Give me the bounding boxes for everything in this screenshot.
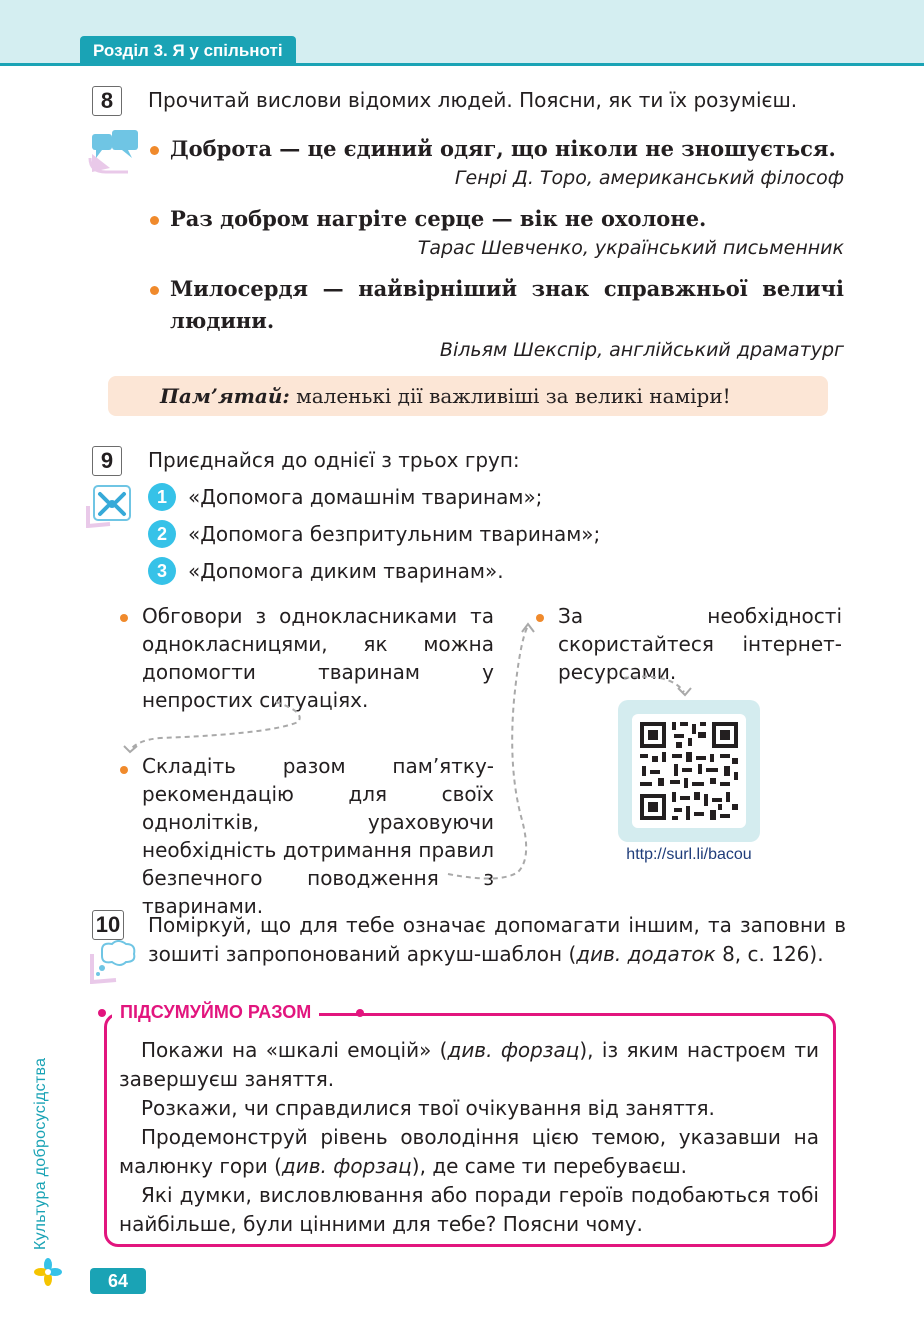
summary-text: ), із яким настроєм ти завершуєш заняття. (119, 1038, 819, 1091)
thought-bubble-icon (88, 940, 138, 984)
quote-author: Вільям Шекспір, англійський драматург (439, 339, 844, 361)
summary-italic: див. форзац (447, 1038, 580, 1062)
qr-frame (632, 714, 746, 828)
step-compose: Складіть разом пам’ятку-рекомендацію для своїх однолітків, ураховуючи необхідність дотримання правил безпечного поводження з тваринами. (142, 754, 494, 918)
qr-code-icon[interactable] (632, 714, 746, 828)
task-number-8: 8 (92, 86, 122, 116)
section-title: Розділ 3. Я у спільноті (80, 36, 296, 66)
task8-prompt: Прочитай вислови відомих людей. Поясни, як ти їх розумієш. (148, 88, 798, 112)
summary-italic: див. форзац (281, 1154, 412, 1178)
summary-paragraph: Які думки, висловлювання або поради героїв подобаються тобі найбільше, були цінними для тебе? Поясни чому. (119, 1183, 819, 1236)
quote-text: Раз добром нагріте серце — вік не охолоне. (148, 203, 844, 235)
quote-author: Генрі Д. Торо, американський філософ (454, 167, 844, 189)
quote-text: Доброта — це єдиний одяг, що ніколи не зношується. (148, 133, 844, 165)
summary-dot-right (356, 1009, 364, 1017)
group-label: «Допомога домашнім тваринам»; (188, 485, 543, 509)
group-number: 2 (148, 520, 176, 548)
page-number: 64 (90, 1268, 146, 1294)
task10-prompt-part1: Поміркуй, що для тебе означає допомагати іншим, та заповни в зошиті запропонований аркуш-шаблон ( (148, 913, 846, 966)
summary-body (119, 1036, 819, 1239)
summary-dot-left (98, 1009, 106, 1017)
summary-text: Покажи на «шкалі емоцій» ( (141, 1038, 448, 1062)
summary-paragraph (119, 1123, 819, 1181)
quote-author: Тарас Шевченко, український письменник (417, 237, 844, 259)
summary-text: Продемонструй рівень оволодіння цією темою, указавши на малюнку гори ( (119, 1125, 819, 1178)
group-number: 1 (148, 483, 176, 511)
remember-lead: Пам’ятай: (160, 384, 290, 408)
summary-paragraph (119, 1036, 819, 1094)
remember-text: маленькі дії важливіші за великі наміри! (289, 384, 731, 408)
quote-text: Милосердя — найвірніший знак справжньої величі людини. (148, 273, 844, 337)
task-number-10: 10 (92, 910, 124, 940)
qr-card (618, 700, 760, 842)
summary-text: ), де саме ти перебуваєш. (411, 1154, 688, 1178)
task10-prompt-part2: 8, с. 126). (715, 942, 824, 966)
task10-prompt-italic: див. додаток (576, 942, 716, 966)
step-internet: За необхідності скористайтеся інтернет-ресурсами. (558, 604, 842, 684)
task-number-9: 9 (92, 446, 122, 476)
task10-prompt (148, 911, 846, 969)
summary-title: ПІДСУМУЙМО РАЗОМ (112, 998, 319, 1026)
group-label: «Допомога безпритульним тваринам»; (188, 522, 601, 546)
group-label: «Допомога диким тваринам». (188, 559, 504, 583)
group-number: 3 (148, 557, 176, 585)
side-chapter-label: Культура добросусідства (32, 1057, 49, 1250)
summary-paragraph: Розкажи, чи справдилися твої очікування від заняття. (141, 1096, 715, 1120)
task9-prompt: Приєднайся до однієї з трьох груп: (148, 448, 520, 472)
qr-link[interactable]: http://surl.li/bacou (626, 846, 752, 863)
step-discuss: Обговори з однокласниками та однокласницями, як можна допомогти тваринам у непростих ситуаціях. (142, 604, 494, 712)
flower-logo-icon (34, 1258, 62, 1286)
